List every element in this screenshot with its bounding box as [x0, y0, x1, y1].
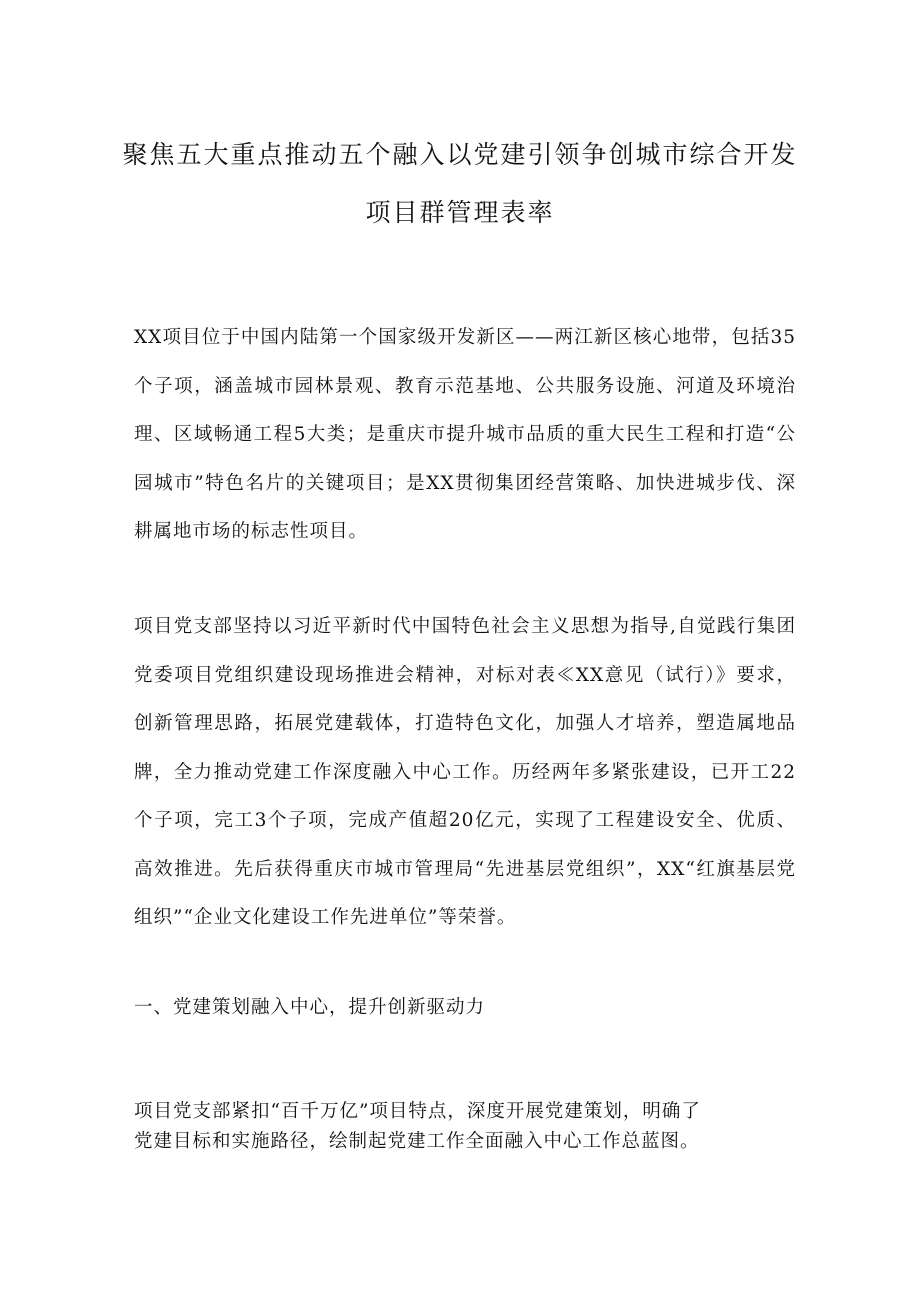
paragraph-party-branch-achievements: 项目党支部坚持以习近平新时代中国特色社会主义思想为指导,自觉践行集团党委项目党组织建设现场推进会精神，对标对表≪XX意见（试行）》要求，创新管理思路，拓展党建载体，打造特色文化，加强人才培养，塑造属地品牌，全力推动党建工作深度融入中心工作。历经两年多紧张建设，已开工22个子项，完工3个子项，完成产值超20亿元，实现了工程建设安全、优质、高效推进。先后获得重庆市城市管理局“先进基层党组织”，XX“红旗基层党组织”“企业文化建设工作先进单位”等荣誉。	[134, 616, 796, 928]
paragraph-party-planning-line-1: 项目党支部紧扣“百千万亿”项目特点，深度开展党建策划，明确了	[134, 1101, 701, 1122]
document-title-line-1: 聚焦五大重点推动五个融入以党建引领争创城市综合开发	[122, 140, 798, 169]
paragraph-party-planning	[134, 1097, 774, 1157]
paragraph-party-planning-line-2: 党建目标和实施路径，绘制起党建工作全面融入中心工作总蓝图。	[134, 1131, 700, 1152]
paragraph-project-overview: XX项目位于中国内陆第一个国家级开发新区——两江新区核心地带，包括35个子项，涵盖城市园林景观、教育示范基地、公共服务设施、河道及环境治理、区域畅通工程5大类；是重庆市提升城市品质的重大民生工程和打造“公园城市”特色名片的关键项目；是XX贯彻集团经营策略、加快进城步伐、深耕属地市场的标志性项目。	[134, 327, 796, 542]
section-heading-1: 一、党建策划融入中心，提升创新驱动力	[134, 997, 486, 1018]
document-title-line-2: 项目群管理表率	[365, 198, 555, 227]
